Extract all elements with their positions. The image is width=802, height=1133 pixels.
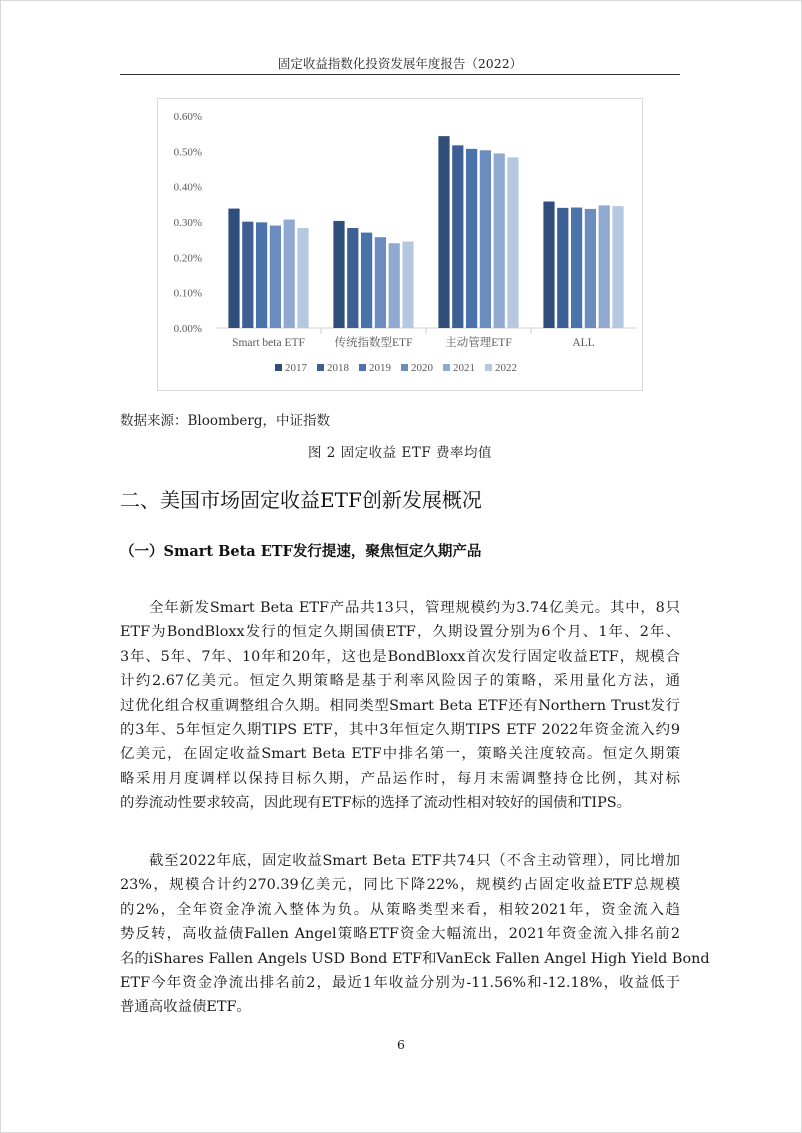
paragraph-1 xyxy=(120,596,680,816)
bar-2019 xyxy=(256,222,267,328)
bar-2021 xyxy=(284,220,295,328)
fee-chart xyxy=(157,98,643,391)
paragraph-line: ETF为BondBloxx发行的恒定久期国债ETF，久期设置分别为6个月、1年、2年、 xyxy=(120,624,680,641)
bar-2021 xyxy=(389,243,400,328)
legend-swatch-2018 xyxy=(317,364,324,371)
paragraph-line: 过优化组合权重调整组合久期。相同类型Smart Beta ETF还有Northern Trust发行 xyxy=(120,697,680,714)
legend-swatch-2020 xyxy=(401,364,408,371)
bar-2017 xyxy=(543,202,554,328)
bar-2019 xyxy=(466,149,477,328)
y-tick-label: 0.00% xyxy=(173,323,202,335)
legend-label-2019: 2019 xyxy=(369,362,391,374)
paragraph-line: 略采用月度调样以保持目标久期，产品运作时，每月末需调整持仓比例，其对标 xyxy=(120,770,680,787)
bar-2021 xyxy=(599,205,610,328)
legend-swatch-2021 xyxy=(443,364,450,371)
page-number: 6 xyxy=(397,1037,405,1052)
legend-label-2021: 2021 xyxy=(453,362,475,374)
paragraph-line: 的券流动性要求较高，因此现有ETF标的选择了流动性相对较好的国债和TIPS。 xyxy=(120,795,632,812)
legend-label-2018: 2018 xyxy=(327,362,349,374)
x-category-label: 传统指数型ETF xyxy=(334,337,413,349)
paragraph-line: 的3年、5年恒定久期TIPS ETF，其中3年恒定久期TIPS ETF 2022年资金流入约9 xyxy=(120,722,680,739)
paragraph-line: 的2%，全年资金净流入整体为负。从策略类型来看，相较2021年，资金流入趋 xyxy=(120,901,680,918)
paragraph-line: 计约2.67亿美元。恒定久期策略是基于利率风险因子的策略，采用量化方法，通 xyxy=(120,673,680,690)
bar-2019 xyxy=(361,233,372,328)
bar-2022 xyxy=(297,228,308,328)
legend-swatch-2017 xyxy=(275,364,282,371)
x-category-label: Smart beta ETF xyxy=(232,337,305,349)
bar-2018 xyxy=(557,208,568,328)
header-rule xyxy=(120,74,680,75)
y-tick-label: 0.50% xyxy=(173,146,202,159)
paragraph-line: 亿美元，在固定收益Smart Beta ETF中排名第一，策略关注度较高。恒定久期策 xyxy=(120,746,680,763)
bar-2017 xyxy=(333,221,344,328)
y-tick-label: 0.40% xyxy=(173,181,202,194)
bar-2020 xyxy=(480,150,491,328)
fee-chart-svg xyxy=(158,99,644,392)
bar-2020 xyxy=(270,226,281,328)
y-tick-label: 0.30% xyxy=(173,217,202,229)
paragraph-line: 23%，规模合计约270.39亿美元，同比下降22%，规模约占固定收益ETF总规模 xyxy=(120,877,680,894)
paragraph-line: 名的iShares Fallen Angels USD Bond ETF和VanEck Fallen Angel High Yield Bond xyxy=(120,950,710,967)
figure-caption: 图 2 固定收益 ETF 费率均值 xyxy=(308,445,492,461)
y-tick-label: 0.60% xyxy=(173,111,202,123)
paragraph-line: 截至2022年底，固定收益Smart Beta ETF共74只（不含主动管理），同比增加 xyxy=(149,853,680,869)
legend-swatch-2019 xyxy=(359,364,366,371)
paragraph-line: ETF今年资金净流出排名前2，最近1年收益分别为-11.56%和-12.18%，收益低于 xyxy=(120,975,680,992)
paragraph-line: 普通高收益债ETF。 xyxy=(120,999,251,1016)
bar-2020 xyxy=(585,209,596,328)
y-tick-label: 0.10% xyxy=(173,287,202,300)
section-title: 二、美国市场固定收益ETF创新发展概况 xyxy=(120,488,482,512)
bar-2018 xyxy=(242,222,253,328)
bar-2017 xyxy=(228,209,239,328)
bar-2018 xyxy=(452,145,463,328)
paragraph-line: 全年新发Smart Beta ETF产品共13只，管理规模约为3.74亿美元。其中，8只 xyxy=(149,600,680,616)
bar-2020 xyxy=(375,237,386,328)
bar-2022 xyxy=(402,241,413,328)
paragraph-2 xyxy=(120,849,710,1020)
y-tick-label: 0.20% xyxy=(173,252,202,265)
paragraph-line: 3年、5年、7年、10年和20年，这也是BondBloxx首次发行固定收益ETF，规模合 xyxy=(120,648,680,665)
bar-2019 xyxy=(571,208,582,328)
bar-2021 xyxy=(494,153,505,328)
x-category-label: ALL xyxy=(572,337,595,349)
bar-2018 xyxy=(347,228,358,328)
paragraph-line: 势反转，高收益债Fallen Angel策略ETF资金大幅流出，2021年资金流入排名前2 xyxy=(120,926,680,943)
subsection-title: （一）Smart Beta ETF发行提速，聚焦恒定久期产品 xyxy=(120,543,482,560)
bar-2022 xyxy=(612,206,623,328)
legend-label-2022: 2022 xyxy=(495,362,517,374)
running-header: 固定收益指数化投资发展年度报告（2022） xyxy=(277,56,523,71)
data-source: 数据来源：Bloomberg，中证指数 xyxy=(120,413,331,429)
legend-label-2017: 2017 xyxy=(285,362,307,374)
legend-swatch-2022 xyxy=(485,364,492,371)
x-category-label: 主动管理ETF xyxy=(445,337,512,349)
bar-2022 xyxy=(507,157,518,328)
legend-label-2020: 2020 xyxy=(411,362,433,374)
bar-2017 xyxy=(438,136,449,328)
